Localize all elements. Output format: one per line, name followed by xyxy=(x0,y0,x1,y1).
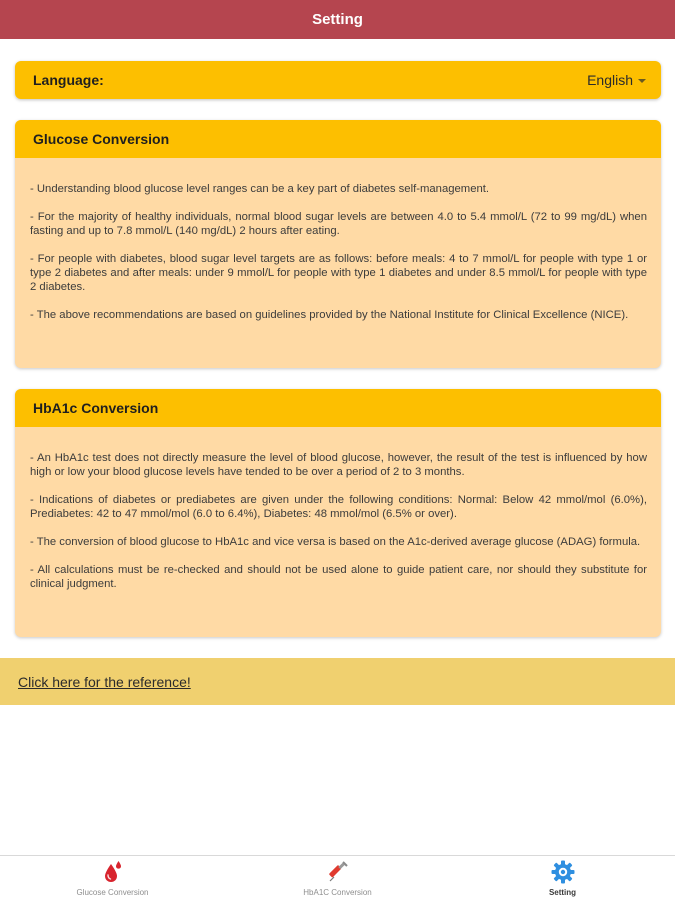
hba1c-paragraph: - The conversion of blood glucose to HbA1c and vice versa is based on the A1c-derived average glucose (ADAG) formula. xyxy=(30,536,641,548)
glucose-paragraph: - For people with diabetes, blood sugar level targets are as follows: before meals: 4 to 7 mmol/L for people with type 1 or type 2 diabetes and after meals: under 9 mmol/L for people with type 1 diabetes and under 8.5 mmol/L for people with type 2 diabetes. xyxy=(30,253,647,293)
chevron-down-icon xyxy=(638,79,646,83)
language-label: Language: xyxy=(33,72,104,88)
syringe-icon xyxy=(326,860,350,884)
glucose-card-body xyxy=(15,158,661,322)
tab-setting[interactable] xyxy=(450,856,675,900)
tab-hba1c-conversion[interactable] xyxy=(225,856,450,900)
glucose-paragraph: - For the majority of healthy individuals, normal blood sugar levels are between 4.0 to 5.4 mmol/L (72 to 99 mg/dL) when fasting and up to 7.8 mmol/L (140 mg/dL) 2 hours after eating. xyxy=(30,211,647,237)
hba1c-card-title: HbA1c Conversion xyxy=(15,389,661,427)
bottom-tab-bar xyxy=(0,855,675,900)
glucose-conversion-card xyxy=(15,120,661,368)
glucose-paragraph: - The above recommendations are based on guidelines provided by the National Institute for Clinical Excellence (NICE). xyxy=(30,309,629,321)
hba1c-paragraph: - All calculations must be re-checked and should not be used alone to guide patient care, nor should they substitute for clinical judgment. xyxy=(30,564,647,590)
hba1c-paragraph: - Indications of diabetes or prediabetes are given under the following conditions: Normal: Below 42 mmol/mol (6.0%), Prediabetes: 42 to 47 mmol/mol (6.0 to 6.4%), Diabetes: 48 mmol/mol (6.5% or over). xyxy=(30,494,647,520)
reference-link[interactable]: Click here for the reference! xyxy=(18,673,191,690)
tab-label: HbA1C Conversion xyxy=(303,888,372,897)
tab-glucose-conversion[interactable] xyxy=(0,856,225,900)
glucose-paragraph: - Understanding blood glucose level ranges can be a key part of diabetes self-management. xyxy=(30,183,490,195)
page-title: Setting xyxy=(312,11,363,28)
hba1c-conversion-card xyxy=(15,389,661,637)
top-bar xyxy=(0,0,675,39)
hba1c-card-body xyxy=(15,427,661,591)
tab-label: Glucose Conversion xyxy=(76,888,149,897)
gear-icon xyxy=(550,860,576,884)
tab-label: Setting xyxy=(548,888,577,897)
reference-bar xyxy=(0,658,675,705)
language-card xyxy=(15,61,661,99)
hba1c-paragraph: - An HbA1c test does not directly measure the level of blood glucose, however, the result of the test is influenced by how high or low your blood glucose levels have tended to be over a period of 2 to 3 months. xyxy=(30,452,647,478)
language-select[interactable] xyxy=(587,72,646,88)
glucose-card-title: Glucose Conversion xyxy=(15,120,661,158)
language-selected-value: English xyxy=(587,72,633,88)
blood-drop-icon xyxy=(102,860,124,884)
